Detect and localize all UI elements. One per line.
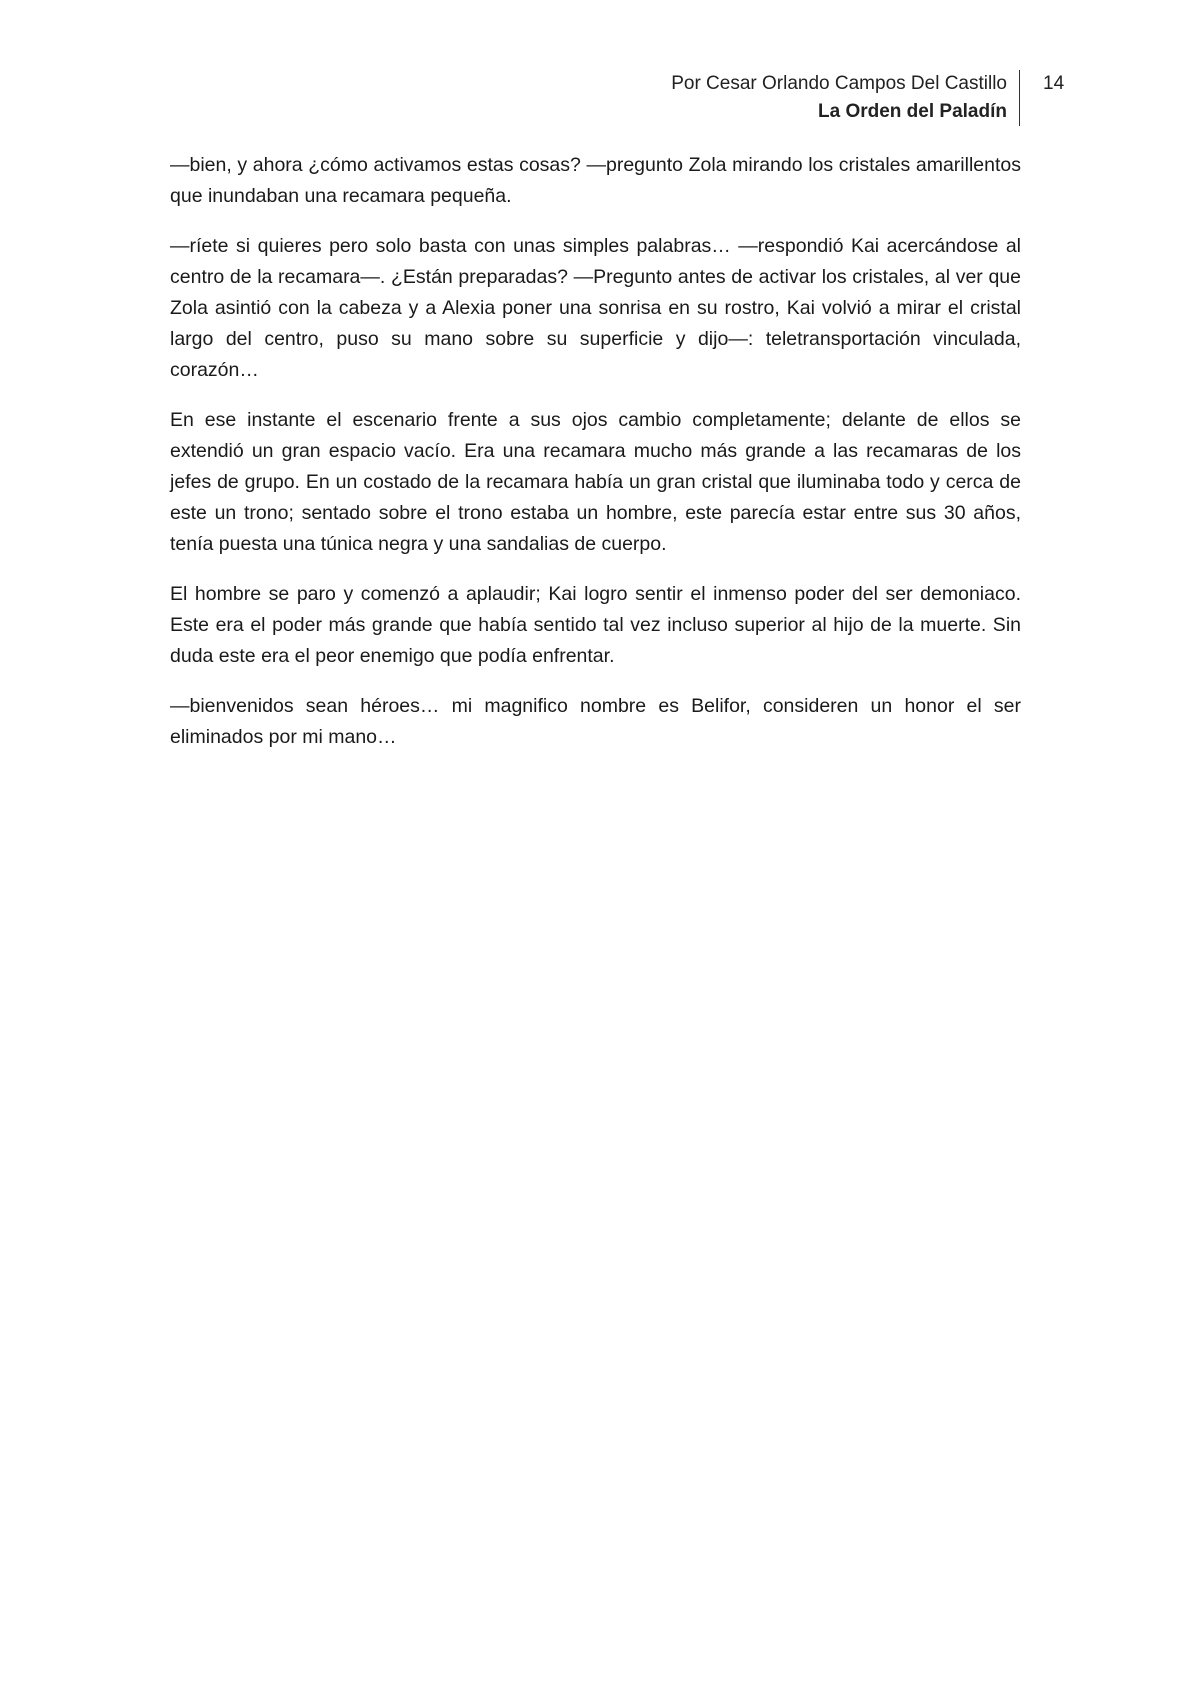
paragraph: En ese instante el escenario frente a sus ojos cambio completamente; delante de ellos se extendió un gran espacio vacío. Era una recamara mucho más grande a las recamaras de los jefes de grupo. En un costado de la recamara había un gran cristal que iluminaba todo y cerca de este un trono; sentado sobre el trono estaba un hombre, este parecía estar entre sus 30 años, tenía puesta una túnica negra y una sandalias de cuerpo. xyxy=(170,409,1021,555)
header-text-block xyxy=(671,70,1007,126)
body-text xyxy=(170,150,1021,772)
header-divider xyxy=(1019,70,1020,126)
page-header xyxy=(600,70,1020,126)
paragraph: El hombre se paro y comenzó a aplaudir; Kai logro sentir el inmenso poder del ser demoniaco. Este era el poder más grande que había sentido tal vez incluso superior al hijo de la muerte. Sin duda este era el peor enemigo que podía enfrentar. xyxy=(170,583,1021,667)
header-book-title: La Orden del Paladín xyxy=(818,101,1007,122)
paragraph: —ríete si quieres pero solo basta con unas simples palabras… —respondió Kai acercándose al centro de la recamara—. ¿Están preparadas? —Pregunto antes de activar los cristales, al ver que Zola asintió con la cabeza y a Alexia poner una sonrisa en su rostro, Kai volvió a mirar el cristal largo del centro, puso su mano sobre su superficie y dijo—: teletransportación vinculada, corazón… xyxy=(170,235,1021,381)
paragraph: —bien, y ahora ¿cómo activamos estas cosas? —pregunto Zola mirando los cristales amarillentos que inundaban una recamara pequeña. xyxy=(170,154,1021,207)
page-number: 14 xyxy=(1043,73,1065,94)
paragraph: —bienvenidos sean héroes… mi magnifico nombre es Belifor, consideren un honor el ser eliminados por mi mano… xyxy=(170,695,1021,748)
header-author: Por Cesar Orlando Campos Del Castillo xyxy=(671,73,1007,94)
